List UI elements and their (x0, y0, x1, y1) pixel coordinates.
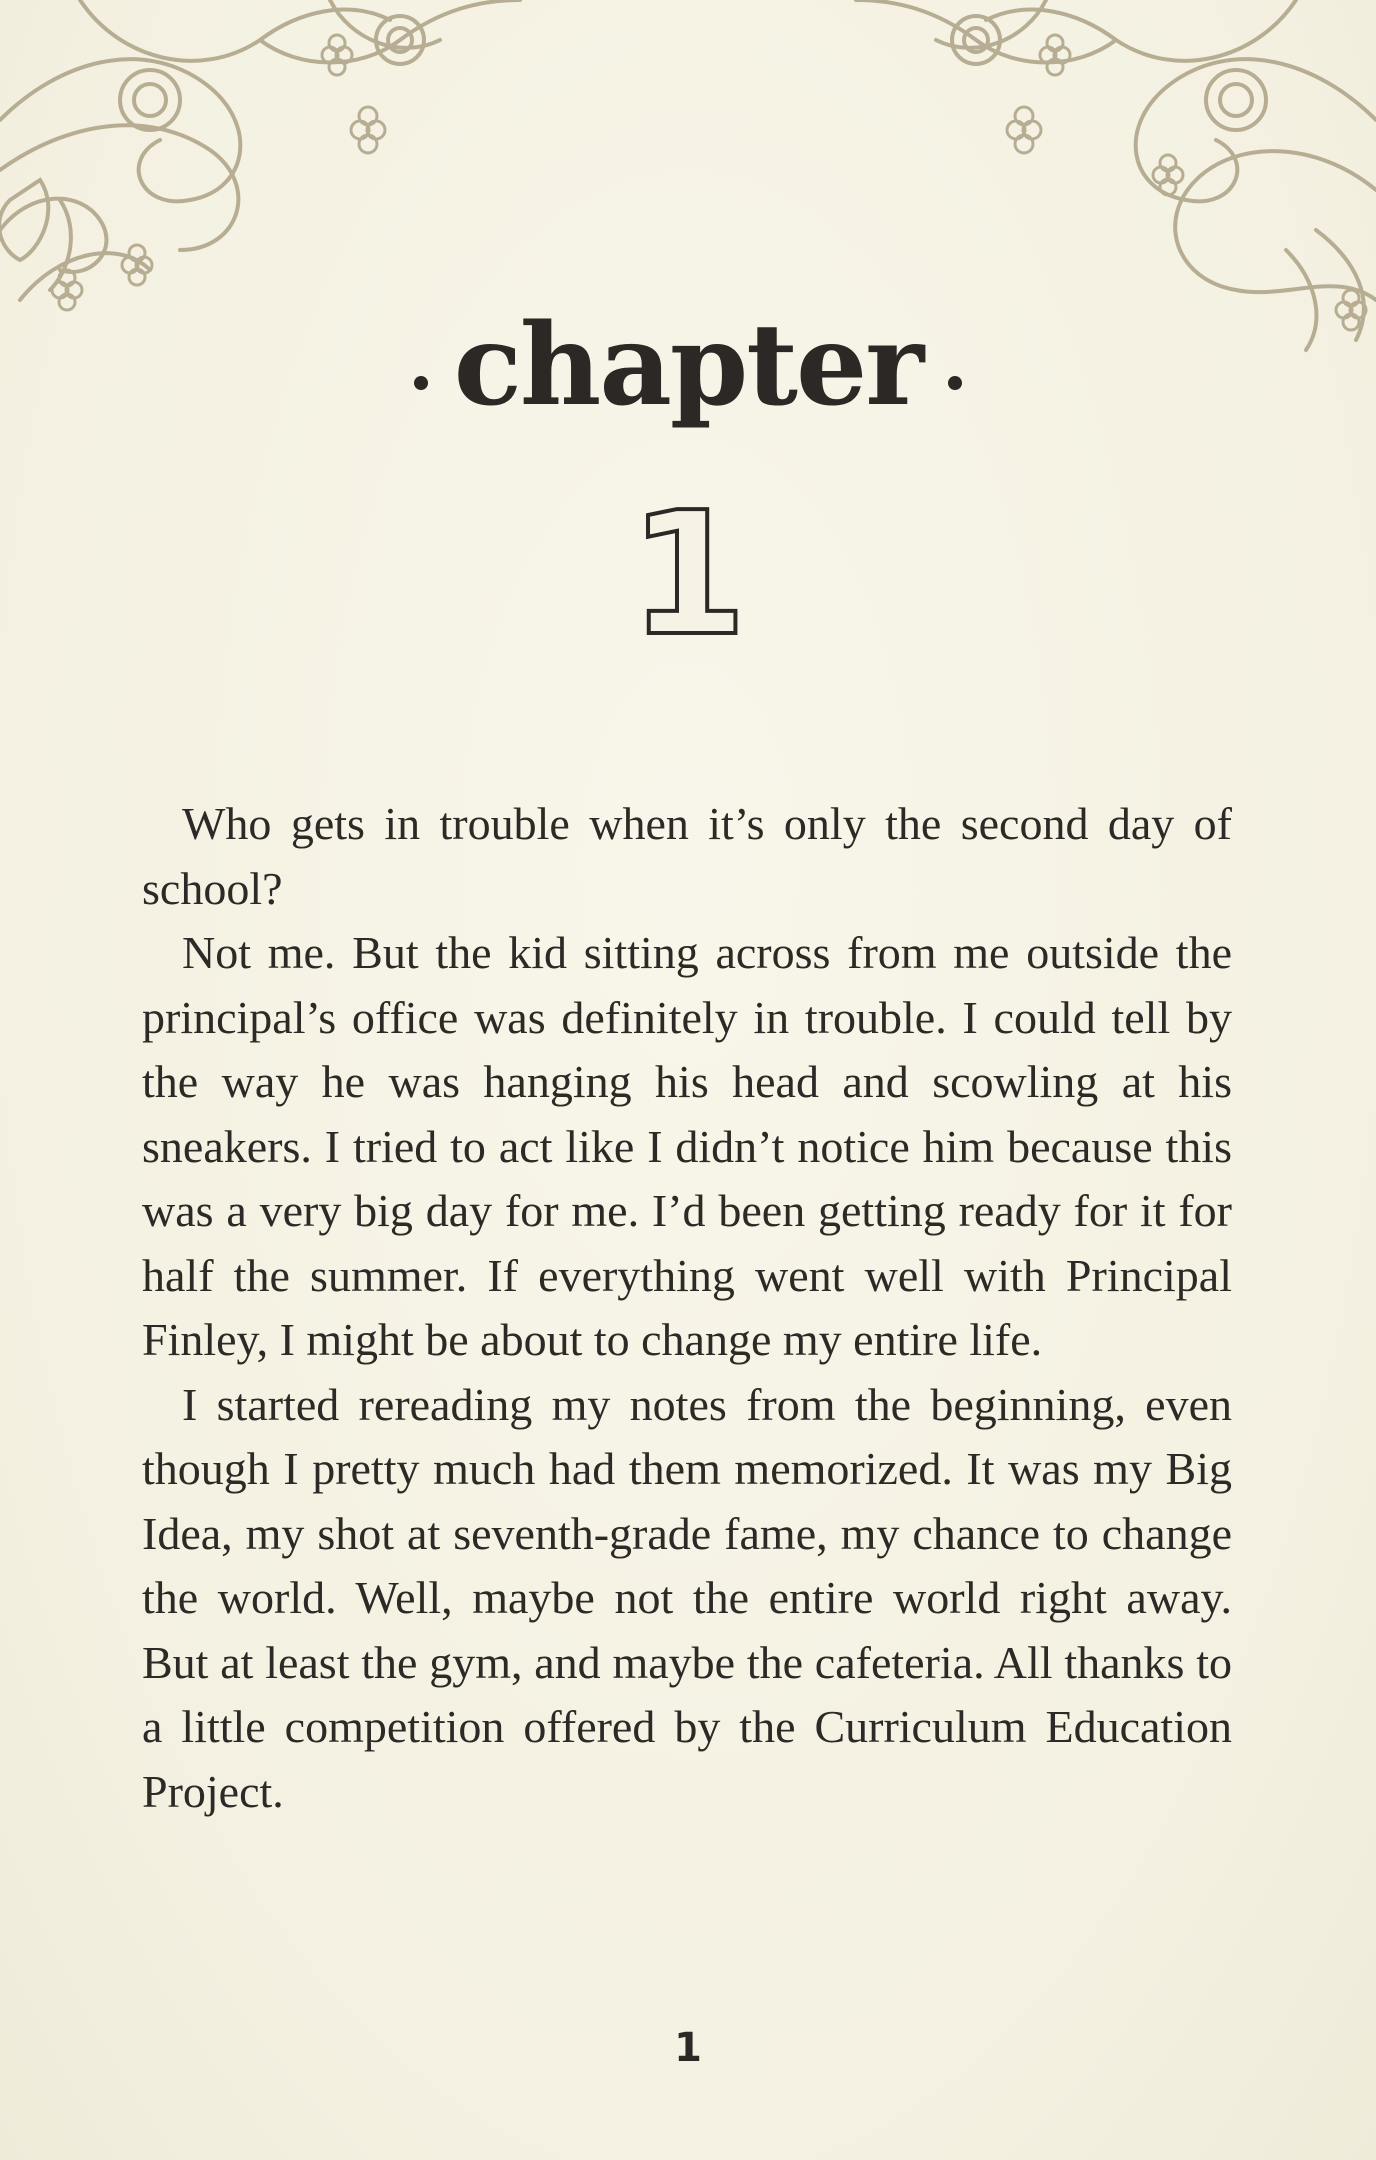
paragraph: Not me. But the kid sitting across from me outside the principal’s office was definitely in trouble. I could tell by the way he was hanging his head and scowling at his sneakers. I tried to act like I didn’t notice him because this was a very big day for me. I’d been getting ready for it for half the summer. If everything went well with Principal Finley, I might be about to change my entire life. (142, 927, 1232, 1365)
chapter-label: chapter (453, 300, 923, 431)
paragraph: I started rereading my notes from the beginning, even though I pretty much had them memorized. It was my Big Idea, my shot at seventh-grade fame, my chance to change the world. Well, maybe not the entire world right away. But at least the gym, and maybe the cafeteria. All thanks to a little competition offered by the Curriculum Education Project. (142, 1378, 1232, 1817)
chapter-body (142, 792, 1232, 1824)
bullet-dot-icon (948, 376, 962, 390)
bullet-dot-icon (414, 376, 428, 390)
chapter-heading (0, 300, 1376, 431)
page-number: 1 (674, 2025, 702, 2071)
paragraph: Who gets in trouble when it’s only the second day of school? (142, 798, 1232, 914)
chapter-number: 1 (628, 476, 748, 674)
